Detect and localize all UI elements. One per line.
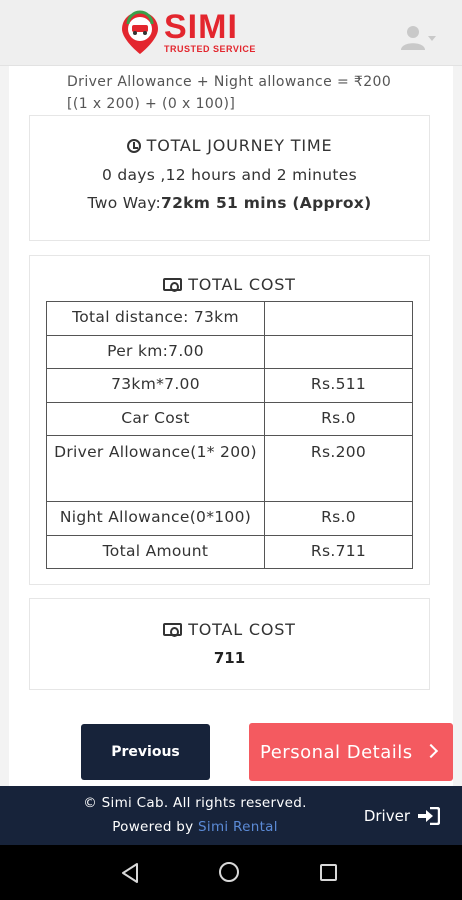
table-row	[47, 535, 413, 569]
driver-label: Driver	[363, 807, 410, 825]
clock-icon	[127, 139, 141, 153]
journey-title: TOTAL JOURNEY TIME	[146, 136, 333, 155]
location-pin-icon	[120, 10, 160, 56]
brand-name: SIMI	[164, 8, 238, 46]
cost-label: Total Amount	[47, 535, 265, 569]
powered-prefix: Powered by	[112, 819, 199, 835]
simi-logo[interactable]	[120, 10, 256, 56]
app-header	[0, 0, 462, 66]
money-icon	[163, 278, 182, 291]
total-cost-card	[29, 255, 430, 585]
user-icon[interactable]	[400, 24, 426, 50]
chevron-down-icon[interactable]	[428, 36, 436, 41]
copyright-text: © Simi Cab. All rights reserved.	[83, 795, 307, 811]
allowance-formula: Driver Allowance + Night allowance = ₹200 [(1 x 200) + (0 x 100)]	[67, 74, 392, 112]
table-row	[47, 436, 413, 502]
two-way-label: Two Way:	[87, 194, 162, 212]
powered-by	[0, 819, 390, 835]
cost-value: Rs.200	[265, 436, 413, 502]
recent-apps-icon[interactable]	[320, 864, 337, 881]
cost-value	[265, 335, 413, 369]
cost-label: Car Cost	[47, 402, 265, 436]
cost-value: Rs.0	[265, 402, 413, 436]
total-amount-card	[29, 598, 430, 690]
table-row	[47, 402, 413, 436]
table-row	[47, 502, 413, 536]
cost-breakdown-table	[46, 301, 413, 569]
sign-in-icon	[418, 807, 440, 825]
personal-details-button[interactable]	[249, 723, 453, 781]
previous-button[interactable]: Previous	[81, 724, 210, 780]
cost-value: Rs.511	[265, 369, 413, 403]
table-row	[47, 302, 413, 336]
personal-details-label: Personal Details	[260, 741, 413, 763]
brand-tagline: TRUSTED SERVICE	[164, 44, 256, 54]
home-icon[interactable]	[219, 862, 239, 882]
table-row	[47, 369, 413, 403]
two-way-info	[30, 194, 429, 212]
cost-label: Total distance: 73km	[47, 302, 265, 336]
chevron-right-icon	[424, 744, 438, 758]
cost-label: Driver Allowance(1* 200)	[47, 436, 265, 502]
cost-title: TOTAL COST	[188, 275, 296, 294]
cost-value	[265, 302, 413, 336]
cost-value: Rs.0	[265, 502, 413, 536]
cost-label: Night Allowance(0*100)	[47, 502, 265, 536]
journey-time-card	[29, 115, 430, 241]
driver-login-link[interactable]	[364, 807, 440, 825]
total-amount: 711	[213, 649, 246, 667]
cost-label: Per km:7.00	[47, 335, 265, 369]
table-row	[47, 335, 413, 369]
journey-duration: 0 days ,12 hours and 2 minutes	[101, 166, 357, 184]
site-footer	[0, 786, 462, 845]
back-icon[interactable]	[120, 862, 140, 888]
money-icon	[163, 623, 182, 636]
total-title: TOTAL COST	[188, 620, 296, 639]
simi-rental-link[interactable]: Simi Rental	[198, 819, 278, 835]
booking-summary	[9, 66, 453, 786]
system-nav-bar	[0, 845, 462, 900]
cost-label: 73km*7.00	[47, 369, 265, 403]
two-way-value: 72km 51 mins (Approx)	[161, 194, 372, 212]
cost-value: Rs.711	[265, 535, 413, 569]
